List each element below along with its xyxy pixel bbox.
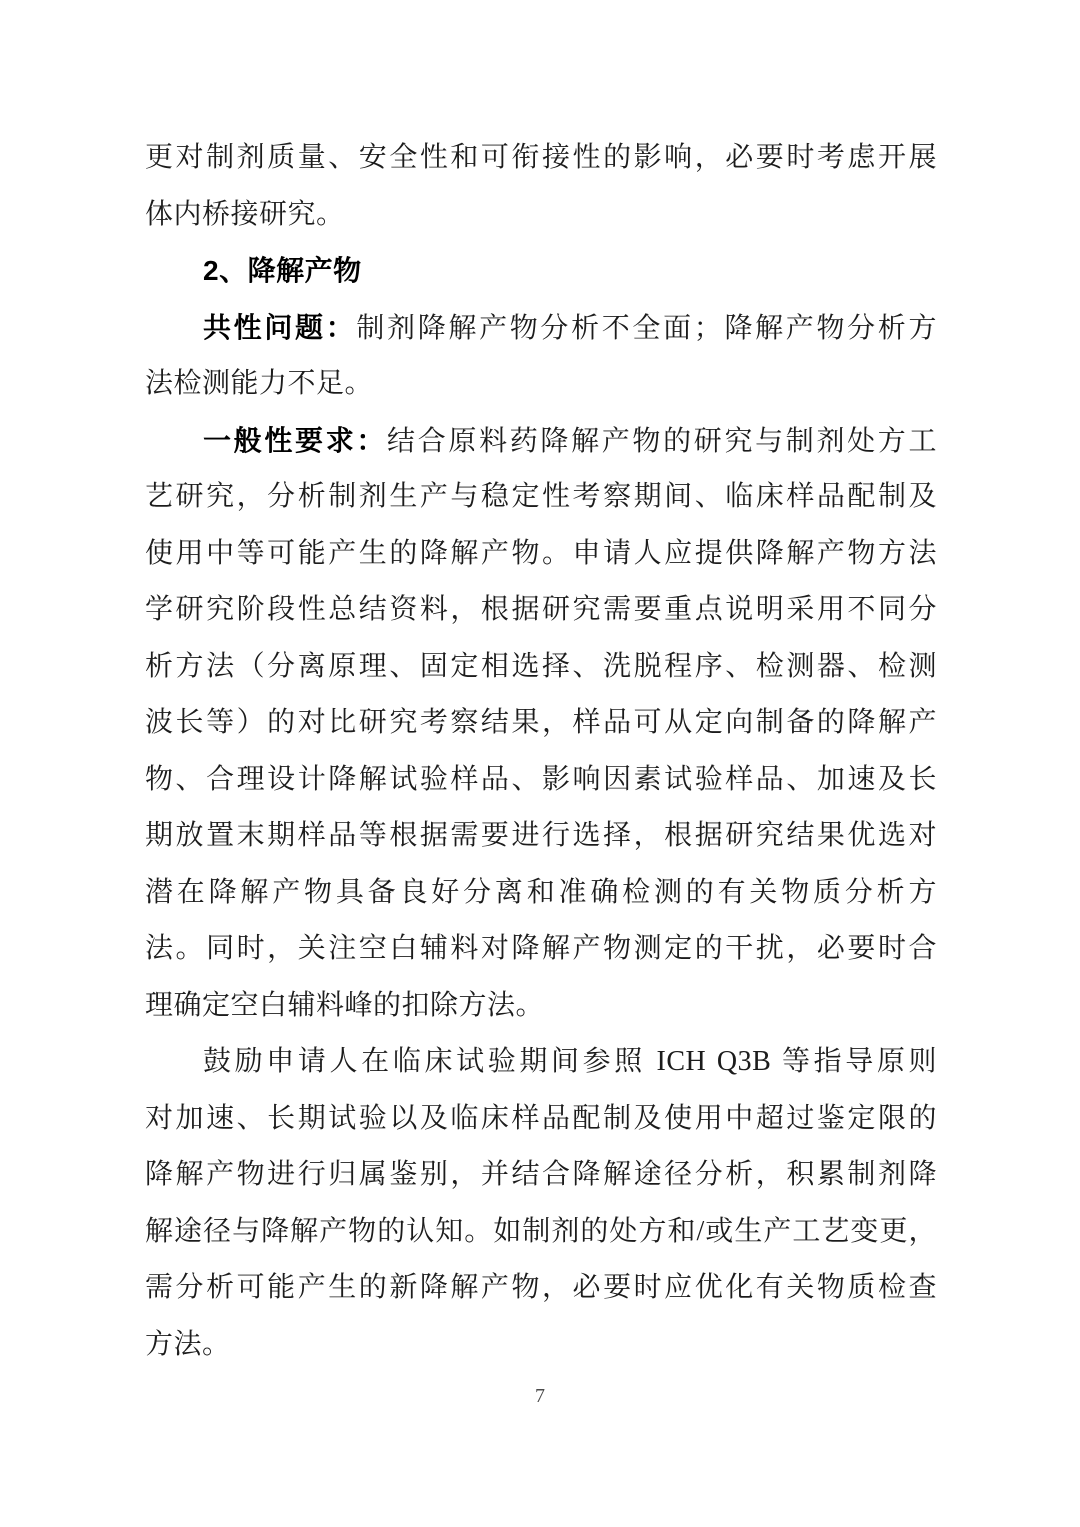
text-segment: 更对制剂质量、安全性和可衔接性的影响，必要时考虑开展 — [145, 142, 937, 173]
body-line — [145, 978, 937, 1035]
text-segment: 学研究阶段性总结资料，根据研究需要重点说明采用不同分 — [145, 594, 937, 625]
body-line — [145, 1204, 937, 1261]
text-segment: 波长等）的对比研究考察结果，样品可从定向制备的降解产 — [145, 707, 937, 738]
text-segment: 制剂降解产物分析不全面；降解产物分析方 — [356, 312, 937, 344]
body-line — [145, 639, 937, 696]
section-heading — [145, 243, 937, 300]
body-line — [145, 526, 937, 583]
body-line — [145, 752, 937, 809]
text-segment: 法。同时，关注空白辅料对降解产物测定的干扰，必要时合 — [145, 933, 937, 964]
bold-label: 共性问题： — [203, 311, 357, 343]
body-line — [145, 921, 937, 978]
text-segment: 使用中等可能产生的降解产物。申请人应提供降解产物方法 — [145, 537, 937, 569]
bold-label: 2、降解产物 — [203, 255, 362, 286]
body-line — [145, 1317, 937, 1374]
text-segment: 潜在降解产物具备良好分离和准确检测的有关物质分析方 — [145, 876, 937, 908]
text-segment: 期放置末期样品等根据需要进行选择，根据研究结果优选对 — [145, 820, 937, 851]
body-line — [145, 1260, 937, 1317]
text-segment: 法检测能力不足。 — [145, 368, 374, 399]
body-line — [145, 469, 937, 526]
body-line — [145, 187, 937, 244]
body-line — [145, 130, 937, 187]
bold-label: 一般性要求： — [203, 424, 388, 456]
body-line — [145, 300, 937, 357]
text-segment: 鼓励申请人在临床试验期间参照 ICH Q3B 等指导原则 — [203, 1046, 937, 1077]
text-segment: 对加速、长期试验以及临床样品配制及使用中超过鉴定限的 — [145, 1102, 937, 1134]
body-line — [145, 1091, 937, 1148]
body-line — [145, 413, 937, 470]
body-line — [145, 1034, 937, 1091]
text-segment: 降解产物进行归属鉴别，并结合降解途径分析，积累制剂降 — [145, 1159, 937, 1190]
page-number: 7 — [535, 1385, 545, 1407]
text-segment: 方法。 — [145, 1328, 231, 1360]
body-line — [145, 356, 937, 413]
text-segment: 需分析可能产生的新降解产物，必要时应优化有关物质检查 — [145, 1272, 937, 1303]
text-segment: 结合原料药降解产物的研究与制剂处方工 — [387, 425, 937, 457]
text-segment: 理确定空白辅料峰的扣除方法。 — [145, 989, 545, 1021]
body-line — [145, 808, 937, 865]
text-block — [145, 130, 937, 1373]
body-line — [145, 1147, 937, 1204]
text-segment: 物、合理设计降解试验样品、影响因素试验样品、加速及长 — [145, 763, 937, 795]
text-segment: 体内桥接研究。 — [145, 198, 345, 230]
text-segment: 解途径与降解产物的认知。如制剂的处方和/或生产工艺变更， — [145, 1215, 937, 1247]
body-line — [145, 582, 937, 639]
body-line — [145, 865, 937, 922]
text-segment: 艺研究，分析制剂生产与稳定性考察期间、临床样品配制及 — [145, 481, 937, 512]
body-line — [145, 695, 937, 752]
text-segment: 析方法（分离原理、固定相选择、洗脱程序、检测器、检测 — [145, 650, 937, 682]
